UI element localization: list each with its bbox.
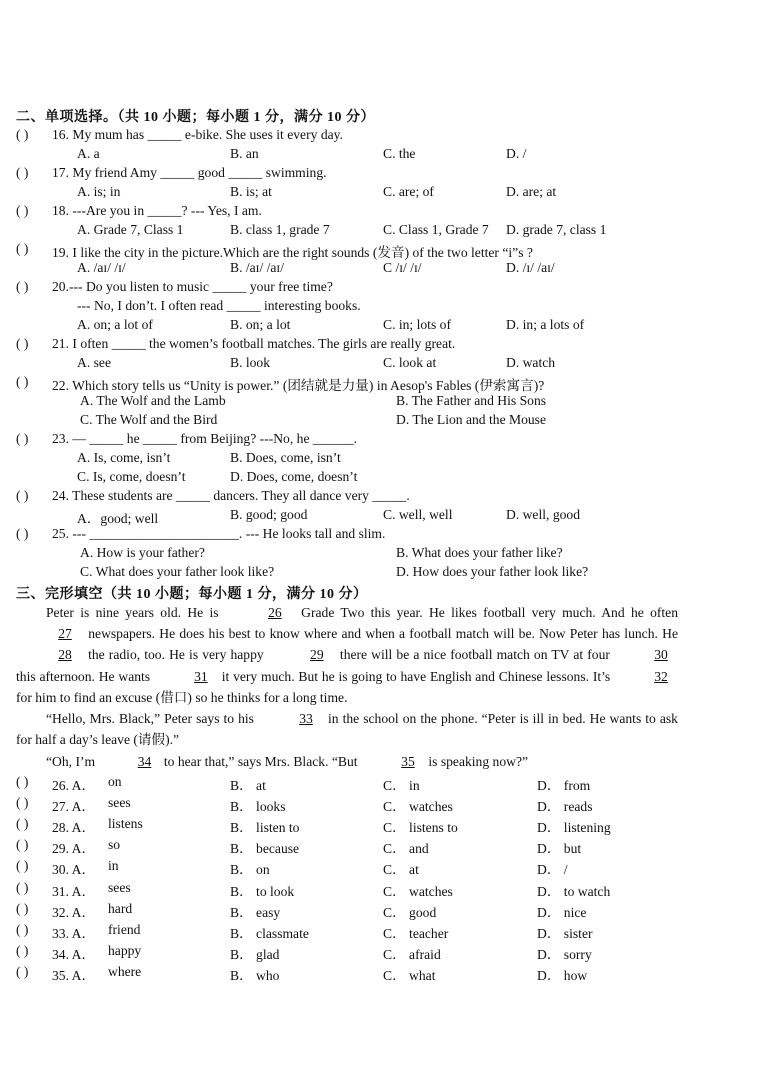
- question-21: [0, 336, 760, 355]
- option-a: A. The Wolf and the Lamb: [80, 393, 226, 408]
- option-c: C /ɪ/ /ɪ/: [383, 260, 422, 275]
- cloze-paragraph-1: Peter is nine years old. He is 26 Grade Two this year. He likes football very much. And he often 27 newspapers. He does his best to know where and when a football match will be. Now Peter has lunch. He 28 the radio, too. He is very happy 29 there will be a nice football match on TV at four 30 this afternoon. He wants 31 it very much. But he is going to have English and Chinese lessons. It’s 32 for him to find an excuse (借口) so he thinks for a long time.: [16, 602, 678, 708]
- option-d: D. Does, come, doesn’t: [230, 469, 358, 484]
- options-23-cd: [0, 469, 760, 488]
- option-d: D. How does your father look like?: [396, 564, 589, 579]
- question-number: 27. A．: [52, 799, 96, 815]
- answer-paren[interactable]: ( ): [16, 837, 29, 853]
- blank-27[interactable]: 27: [58, 626, 72, 642]
- cloze-question-30: [0, 858, 760, 877]
- answer-paren[interactable]: ( ): [16, 900, 29, 916]
- options-25-ab: [0, 545, 760, 564]
- section-3-title: 三、完形填空（共 10 小题；每小题 1 分，满分 10 分）: [16, 587, 368, 602]
- option-d: D． to watch: [537, 883, 611, 899]
- option-c: C． and: [383, 841, 429, 857]
- blank-26[interactable]: 26: [268, 605, 282, 620]
- blank-32[interactable]: 32: [654, 668, 668, 684]
- option-c: C. look at: [383, 355, 437, 370]
- answer-paren[interactable]: ( ): [16, 816, 29, 832]
- answer-paren[interactable]: ( ): [16, 336, 29, 351]
- question-23: [0, 431, 760, 450]
- option-b: B. /aɪ/ /aɪ/: [230, 260, 284, 275]
- question-stem: 18. ---Are you in _____? --- Yes, I am.: [52, 203, 262, 218]
- answer-paren[interactable]: ( ): [16, 165, 29, 180]
- option-b: B. an: [230, 146, 259, 161]
- option-d: D． from: [537, 778, 591, 793]
- option-c: C． what: [383, 967, 436, 983]
- answer-paren[interactable]: ( ): [16, 921, 29, 937]
- question-24: [0, 488, 760, 507]
- option-d: D. grade 7, class 1: [506, 222, 607, 237]
- question-20: [0, 279, 760, 298]
- option-b: B. What does your father like?: [396, 545, 563, 560]
- answer-paren[interactable]: ( ): [16, 127, 29, 142]
- option-a: hard: [108, 900, 133, 916]
- question-stem: 17. My friend Amy _____ good _____ swimming.: [52, 165, 327, 180]
- option-d: D． listening: [537, 820, 611, 836]
- option-d: D. are; at: [506, 184, 557, 199]
- cloze-question-26: [0, 774, 760, 793]
- option-d: D． but: [537, 841, 582, 857]
- cloze-question-27: [0, 795, 760, 814]
- option-b: B. class 1, grade 7: [230, 222, 330, 237]
- options-25-cd: [0, 564, 760, 583]
- option-b: B． easy: [230, 904, 281, 920]
- option-a: listens: [108, 816, 143, 832]
- option-a: A. a: [77, 146, 100, 161]
- option-a: on: [108, 774, 122, 789]
- option-d: D. /: [506, 146, 527, 161]
- cloze-question-34: [0, 943, 760, 962]
- option-d: D． sorry: [537, 946, 592, 962]
- question-stem: 21. I often _____ the women’s football matches. The girls are really great.: [52, 336, 456, 351]
- option-d: D． how: [537, 967, 588, 983]
- cloze-question-35: [0, 964, 760, 983]
- option-c: C. Class 1, Grade 7: [383, 222, 489, 237]
- option-b: B． on: [230, 862, 270, 878]
- option-d: D. in; a lots of: [506, 317, 585, 332]
- option-c: C． listens to: [383, 820, 458, 836]
- option-d: D. watch: [506, 355, 556, 370]
- option-a: A. is; in: [77, 184, 121, 199]
- option-a: friend: [108, 921, 141, 937]
- option-b: B. look: [230, 355, 271, 370]
- option-c: C． good: [383, 904, 437, 920]
- question-number: 26. A．: [52, 778, 96, 793]
- option-c: C． at: [383, 862, 419, 878]
- cloze-question-33: [0, 922, 760, 941]
- option-d: D. /ɪ/ /aɪ/: [506, 260, 555, 275]
- option-c: C. well, well: [383, 507, 453, 522]
- option-a: in: [108, 858, 119, 874]
- blank-35[interactable]: 35: [401, 754, 415, 769]
- answer-paren[interactable]: ( ): [16, 279, 29, 294]
- option-a: A. see: [77, 355, 111, 370]
- option-c: C. The Wolf and the Bird: [80, 412, 218, 427]
- question-stem-2: --- No, I don’t. I often read _____ interesting books.: [77, 298, 361, 313]
- question-number: 31. A．: [52, 883, 96, 899]
- option-c: C． watches: [383, 883, 453, 899]
- question-stem: 16. My mum has _____ e-bike. She uses it every day.: [52, 127, 343, 142]
- answer-paren[interactable]: ( ): [16, 526, 29, 541]
- option-b: B. Does, come, isn’t: [230, 450, 341, 465]
- options-20: [0, 317, 760, 336]
- answer-paren[interactable]: ( ): [16, 879, 29, 895]
- blank-28[interactable]: 28: [58, 647, 72, 663]
- blank-34[interactable]: 34: [137, 754, 152, 769]
- option-a: A. How is your father?: [80, 545, 205, 560]
- blank-31[interactable]: 31: [194, 668, 208, 684]
- cloze-question-32: [0, 901, 760, 920]
- blank-30[interactable]: 30: [654, 647, 668, 663]
- options-21: [0, 355, 760, 374]
- question-20-line-2: [0, 298, 760, 317]
- answer-paren[interactable]: ( ): [16, 942, 29, 958]
- option-d: D. well, good: [506, 507, 581, 522]
- option-b: B. on; a lot: [230, 317, 291, 332]
- option-d: D． sister: [537, 925, 593, 941]
- option-a: sees: [108, 795, 131, 811]
- options-19: [0, 260, 760, 279]
- question-25: [0, 526, 760, 545]
- question-stem: 20.--- Do you listen to music _____ your free time?: [52, 279, 333, 294]
- option-a: sees: [108, 879, 131, 895]
- option-a: A．good; well: [77, 511, 159, 526]
- options-23-ab: [0, 450, 760, 469]
- answer-paren[interactable]: ( ): [16, 431, 29, 446]
- option-a: where: [108, 963, 142, 979]
- option-b: B． at: [230, 778, 266, 793]
- cloze-paragraph-2: “Hello, Mrs. Black,” Peter says to his 33 in the school on the phone. “Peter is ill in bed. He wants to ask for half a day’s leave (请假).”: [16, 708, 678, 750]
- option-c: C． afraid: [383, 946, 441, 962]
- answer-paren[interactable]: ( ): [16, 488, 29, 503]
- answer-paren[interactable]: ( ): [16, 858, 29, 874]
- blank-29[interactable]: 29: [310, 647, 324, 663]
- question-number: 35. A．: [52, 967, 96, 983]
- blank-33[interactable]: 33: [299, 711, 313, 726]
- options-22-ab: [0, 393, 760, 412]
- option-c: C． in: [383, 778, 420, 793]
- answer-paren[interactable]: ( ): [16, 774, 29, 789]
- answer-paren[interactable]: ( ): [16, 795, 29, 811]
- option-b: B． who: [230, 967, 280, 983]
- option-b: B． glad: [230, 946, 280, 962]
- option-d: D． reads: [537, 799, 593, 815]
- question-18: [0, 203, 760, 222]
- question-number: 28. A．: [52, 820, 96, 836]
- option-b: B. is; at: [230, 184, 272, 199]
- cloze-question-29: [0, 837, 760, 856]
- option-a: A. /aɪ/ /ɪ/: [77, 260, 126, 275]
- cloze-question-28: [0, 816, 760, 835]
- question-stem: 23. — _____ he _____ from Beijing? ---No, he ______.: [52, 431, 358, 446]
- question-17: [0, 165, 760, 184]
- options-22-cd: [0, 412, 760, 431]
- answer-paren[interactable]: ( ): [16, 241, 29, 256]
- option-c: C. are; of: [383, 184, 434, 199]
- question-16: [0, 127, 760, 146]
- options-16: [0, 146, 760, 165]
- options-17: [0, 184, 760, 203]
- question-number: 30. A．: [52, 862, 96, 878]
- question-number: 33. A．: [52, 925, 96, 941]
- option-c: C. What does your father look like?: [80, 564, 275, 579]
- option-b: B. good; good: [230, 507, 308, 522]
- section-2-title: 二、单项选择。（共 10 小题；每小题 1 分，满分 10 分）: [16, 110, 375, 125]
- option-a: A. Is, come, isn’t: [77, 450, 171, 465]
- option-b: B． classmate: [230, 925, 309, 941]
- option-c: C． watches: [383, 799, 453, 815]
- answer-paren[interactable]: ( ): [16, 203, 29, 218]
- option-a: A. Grade 7, Class 1: [77, 222, 184, 237]
- option-a: A. on; a lot of: [77, 317, 153, 332]
- option-c: C． teacher: [383, 925, 449, 941]
- question-22: [0, 374, 760, 393]
- question-stem: 25. --- ______________________. --- He looks tall and slim.: [52, 526, 386, 541]
- option-c: C. the: [383, 146, 416, 161]
- option-b: B． looks: [230, 799, 286, 815]
- cloze-question-31: [0, 880, 760, 899]
- option-c: C. Is, come, doesn’t: [77, 469, 186, 484]
- option-c: C. in; lots of: [383, 317, 451, 332]
- option-d: D． /: [537, 862, 568, 878]
- options-18: [0, 222, 760, 241]
- question-19: [0, 241, 760, 260]
- option-a: happy: [108, 942, 142, 958]
- option-b: B． to look: [230, 883, 295, 899]
- option-a: so: [108, 837, 121, 853]
- question-stem: 22. Which story tells us “Unity is power.” (团结就是力量) in Aesop's Fables (伊索寓言)?: [52, 378, 545, 393]
- question-number: 34. A．: [52, 946, 96, 962]
- options-24: [0, 507, 760, 526]
- answer-paren[interactable]: ( ): [16, 963, 29, 979]
- option-b: B. The Father and His Sons: [396, 393, 547, 408]
- option-b: B． because: [230, 841, 300, 857]
- option-d: D. The Lion and the Mouse: [396, 412, 547, 427]
- question-stem: 19. I like the city in the picture.Which are the right sounds (发音) of the two letter “i”s ?: [52, 245, 533, 260]
- answer-paren[interactable]: ( ): [16, 374, 29, 389]
- question-number: 32. A．: [52, 904, 96, 920]
- cloze-paragraph-3: “Oh, I’m 34 to hear that,” says Mrs. Black. “But 35 is speaking now?”: [16, 751, 678, 772]
- question-stem: 24. These students are _____ dancers. They all dance very _____.: [52, 488, 410, 503]
- option-d: D． nice: [537, 904, 587, 920]
- option-b: B． listen to: [230, 820, 300, 836]
- question-number: 29. A．: [52, 841, 96, 857]
